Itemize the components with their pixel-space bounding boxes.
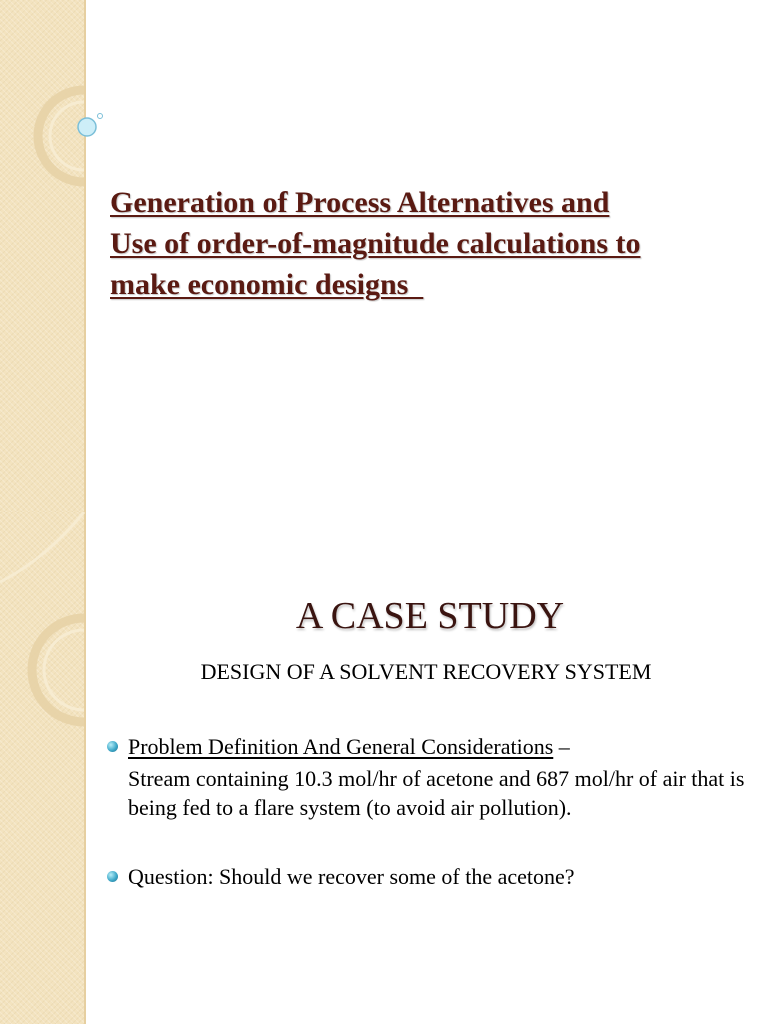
list-item bbox=[104, 732, 754, 822]
page-title bbox=[110, 182, 740, 305]
bullet-dot-icon bbox=[107, 871, 118, 882]
bullet-list bbox=[104, 732, 754, 891]
case-study-title: A CASE STUDY bbox=[295, 595, 565, 637]
bullet-body: Stream containing 10.3 mol/hr of acetone and 687 mol/hr of air that is being fed to a flare system (to avoid air pollution). bbox=[128, 766, 745, 820]
slide-2 bbox=[0, 512, 768, 1024]
bullet-lead: Problem Definition And General Considerations bbox=[128, 734, 554, 759]
title-line-2: Use of order-of-magnitude calculations to bbox=[110, 227, 641, 260]
small-bubble-icon bbox=[98, 114, 103, 119]
bubble-icon bbox=[78, 118, 96, 136]
title-line-1: Generation of Process Alternatives and bbox=[110, 186, 610, 219]
list-item bbox=[104, 862, 754, 891]
bullet-separator: – bbox=[553, 734, 570, 759]
bullet-question: Question: Should we recover some of the acetone? bbox=[128, 864, 575, 889]
title-line-3: make economic designs bbox=[110, 268, 424, 301]
case-study-subtitle: DESIGN OF A SOLVENT RECOVERY SYSTEM bbox=[200, 659, 652, 684]
bullet-dot-icon bbox=[107, 741, 118, 752]
